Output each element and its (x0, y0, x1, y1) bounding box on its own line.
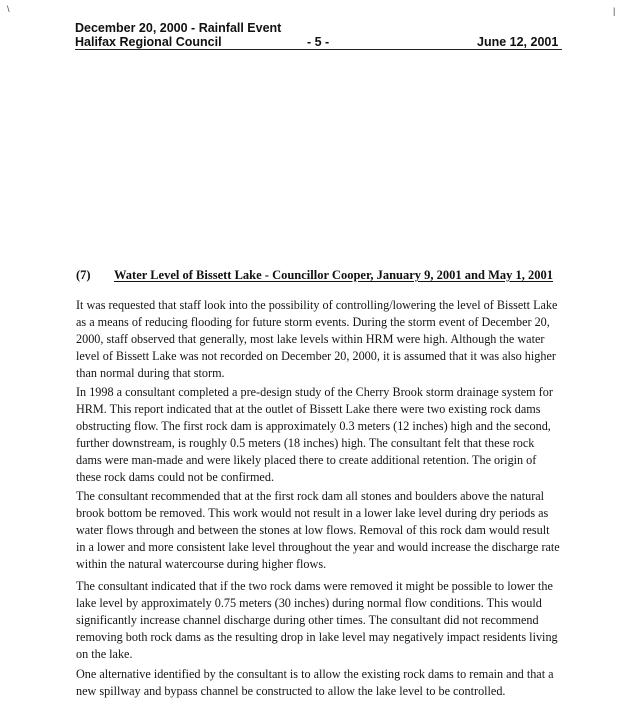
scan-mark-left: \ (7, 4, 10, 14)
section-number: (7) (76, 268, 91, 282)
header-rule (75, 49, 562, 50)
scan-mark-right: | (613, 6, 616, 16)
paragraph-3: The consultant recommended that at the first rock dam all stones and boulders above the natural brook bottom be removed. This work would not result in a lower lake level during dry periods as water flows through and between the stones at low flows. Removal of this rock dam would result in a lower and more consistent lake level throughout the year and would increase the discharge rate within the natural watercourse during higher flows. (76, 489, 560, 571)
header-date: June 12, 2001 (477, 35, 559, 49)
paragraph-2: In 1998 a consultant completed a pre-design study of the Cherry Brook storm drainage system for HRM. This report indicated that at the outlet of Bissett Lake there were two existing rock dams obstructing flow. The first rock dam is approximately 0.3 meters (12 inches) high and the second, further downstream, is roughly 0.5 meters (18 inches) high. The consultant felt that these rock dams were man-made and were likely placed there to create additional retention. The origin of these rock dams could not be confirmed. (76, 385, 553, 484)
paragraph-4: The consultant indicated that if the two rock dams were removed it might be possible to lower the lake level by approximately 0.75 meters (30 inches) during normal flow conditions. This would significantly increase channel discharge during other times. The consultant did not recommend removing both rock dams as the resulting drop in lake level may negatively impact residents living on the lake. (76, 579, 558, 661)
section-title: Water Level of Bissett Lake - Councillor Cooper, January 9, 2001 and May 1, 2001 (114, 268, 554, 282)
header-title: December 20, 2000 - Rainfall Event (75, 21, 282, 35)
paragraph-1: It was requested that staff look into the possibility of controlling/lowering the level of Bissett Lake as a means of reducing flooding for future storm events. During the storm event of December 20, 2000, staff observed that generally, most lake levels within HRM were high. Although the water level of Bissett Lake was not recorded on December 20, 2000, it is assumed that it was also higher than normal during that storm. (76, 298, 558, 380)
section-heading (76, 268, 566, 283)
header-page-number: - 5 - (307, 35, 330, 49)
paragraph-5: One alternative identified by the consultant is to allow the existing rock dams to remain and that a new spillway and bypass channel be constructed to allow the lake level to be controlled. (76, 667, 554, 698)
header-council: Halifax Regional Council (75, 35, 222, 49)
